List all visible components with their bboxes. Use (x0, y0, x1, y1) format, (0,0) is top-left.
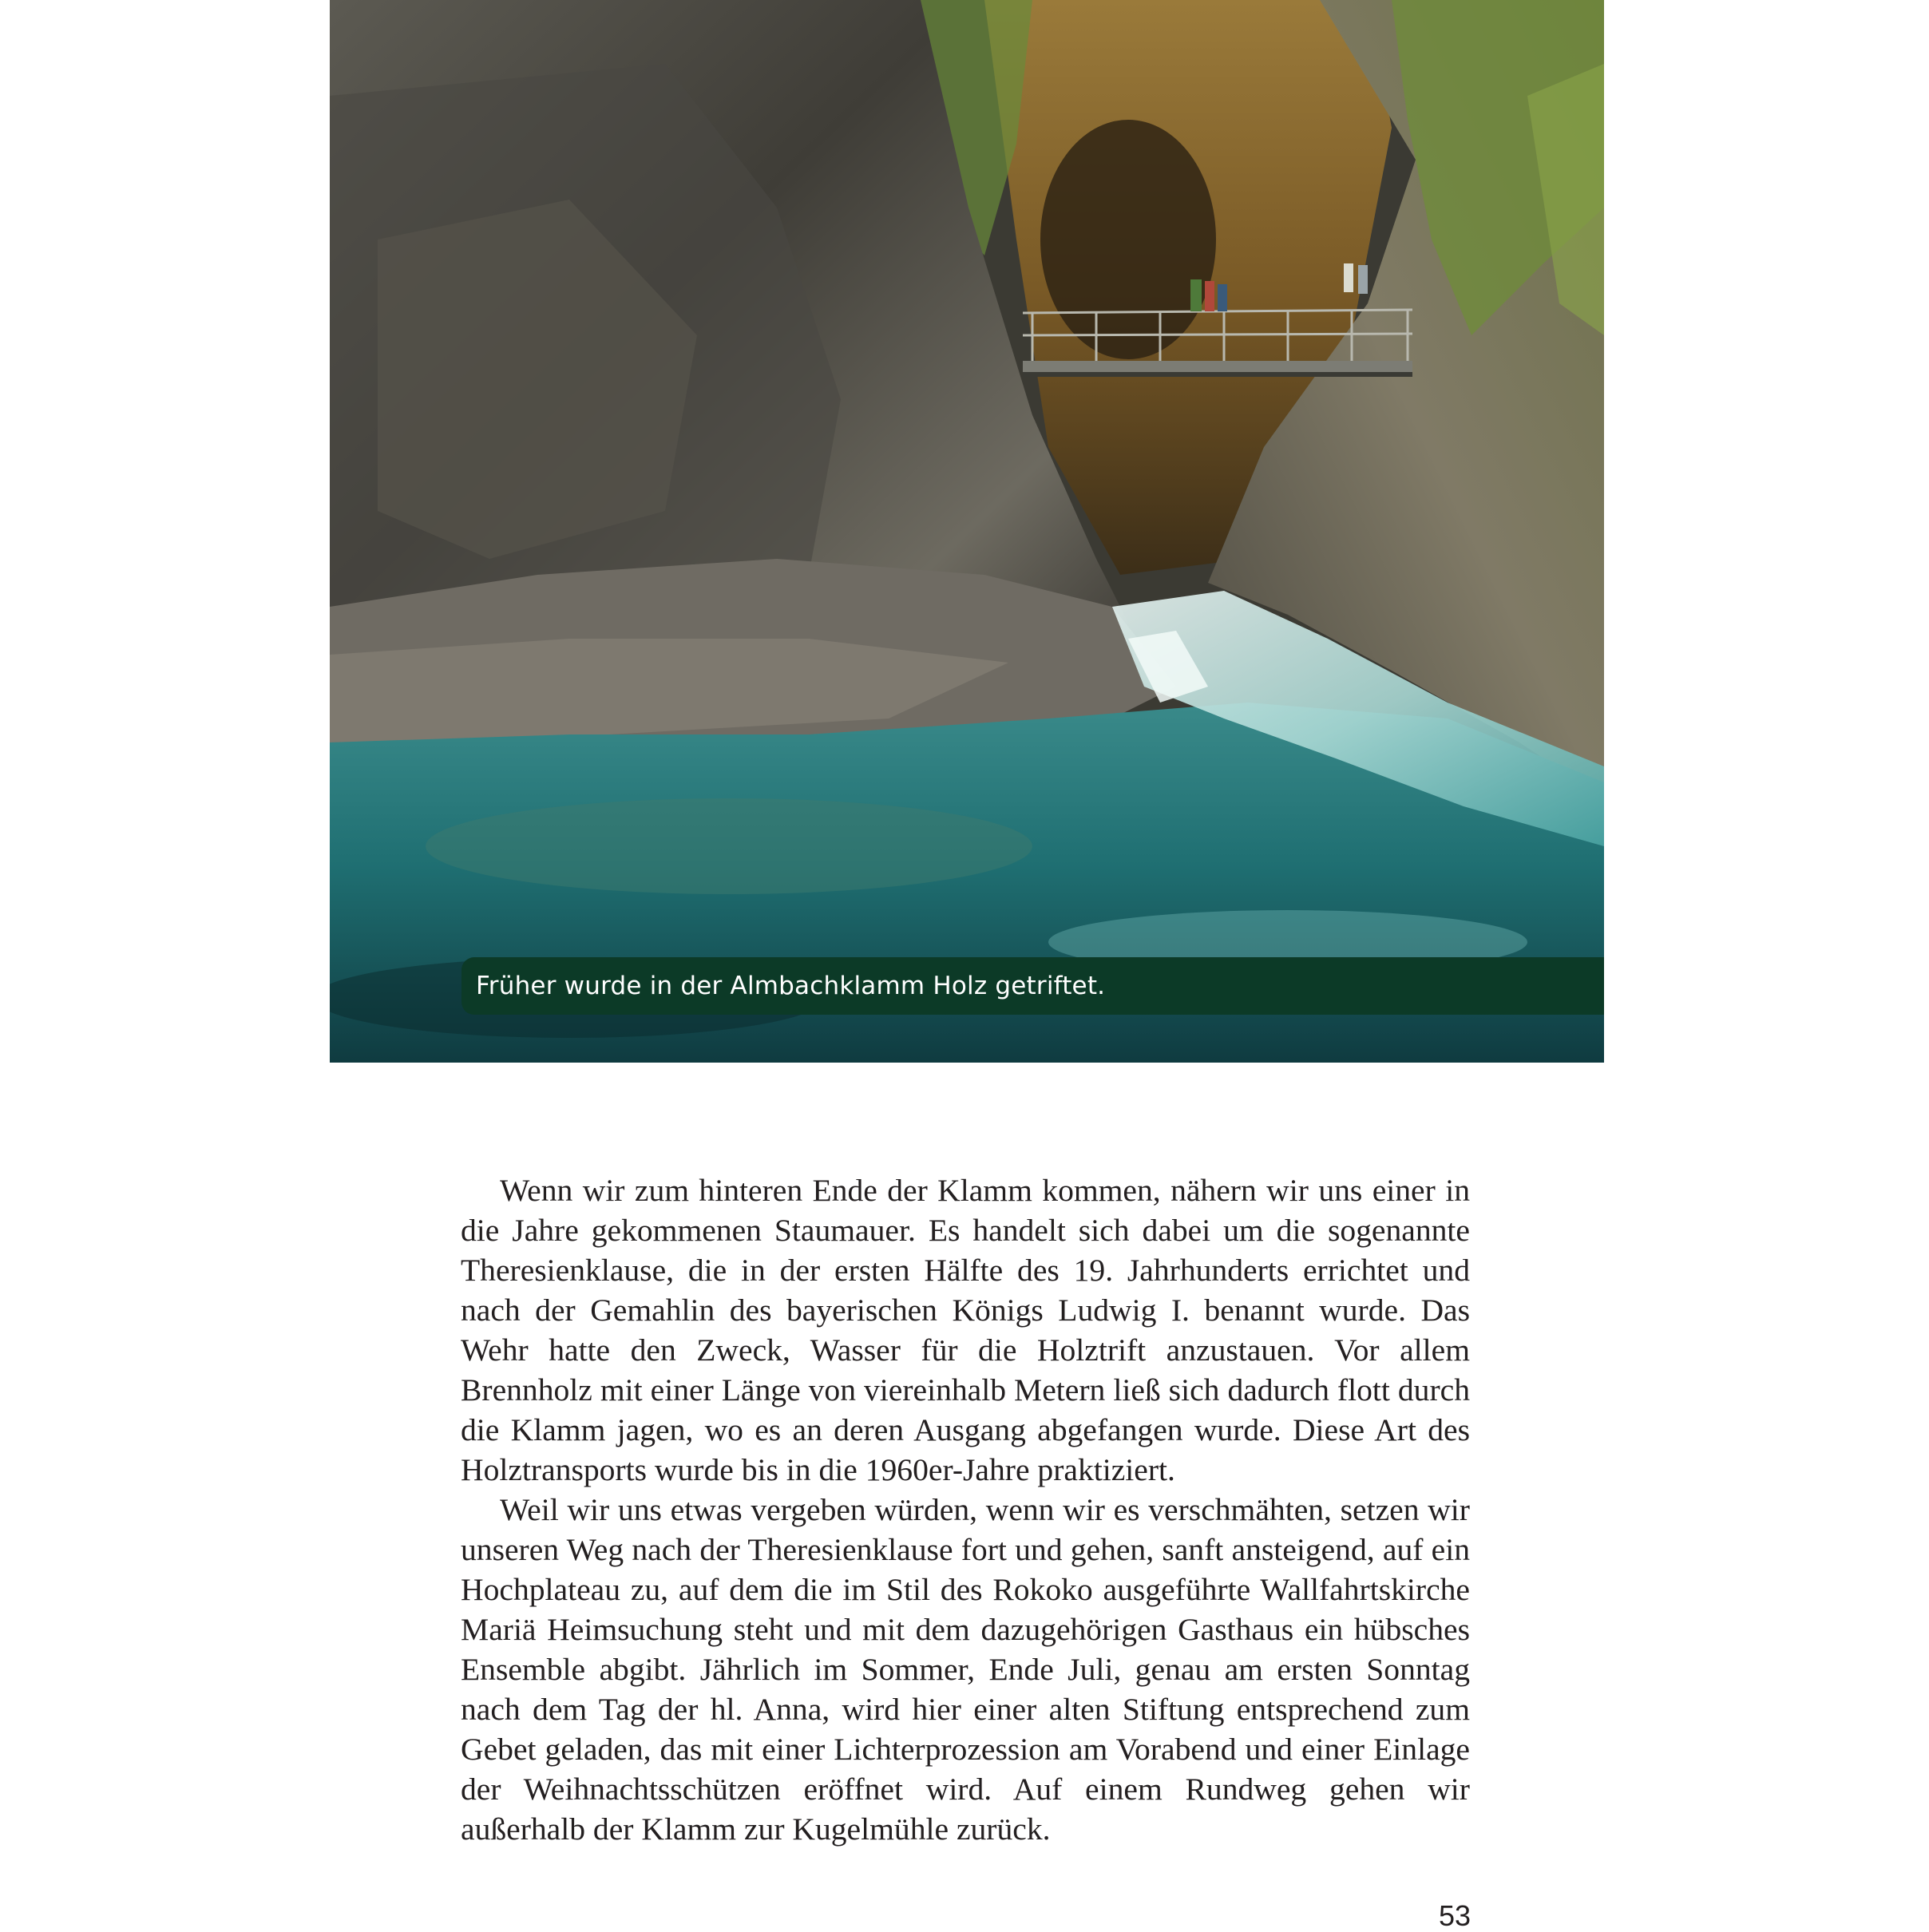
photo-caption-bar (461, 957, 1604, 1015)
paragraph-1: Wenn wir zum hinteren Ende der Klamm kommen, nähern wir uns einer in die Jahre gekommenen Staumauer. Es handelt sich dabei um die sogenannte Theresienklause, die in der ersten Hälfte des 19. Jahrhunderts errichtet und nach der Gemahlin des bayerischen Königs Ludwig I. benannt wurde. Das Wehr hatte den Zweck, Wasser für die Holztrift anzustauen. Vor allem Brennholz mit einer Länge von viereinhalb Metern ließ sich dadurch flott durch die Klamm jagen, wo es an deren Ausgang abgefangen wurde. Diese Art des Holztransports wurde bis in die 1960er-Jahre praktiziert. (461, 1173, 1470, 1487)
canyon-photo (330, 0, 1604, 1063)
body-text (461, 1170, 1470, 1849)
paragraph-2: Weil wir uns etwas vergeben würden, wenn wir es verschmähten, setzen wir unseren Weg nach der Theresienklause fort und gehen, sanft ansteigend, auf ein Hochplateau zu, auf dem die im Stil des Rokoko ausgeführte Wallfahrtskirche Mariä Heimsuchung steht und mit dem dazugehörigen Gasthaus ein hübsches Ensemble abgibt. Jährlich im Sommer, Ende Juli, genau am ersten Sonntag nach dem Tag der hl. Anna, wird hier einer alten Stiftung entsprechend zum Gebet geladen, das mit einer Lichterprozession am Vorabend und einer Einlage der Weihnachtsschützen eröffnet wird. Auf einem Rundweg gehen wir außerhalb der Klamm zur Kugelmühle zurück. (461, 1492, 1470, 1847)
page-number: 53 (1438, 1899, 1471, 1932)
photo-caption: Früher wurde in der Almbachklamm Holz getriftet. (476, 972, 1106, 1000)
